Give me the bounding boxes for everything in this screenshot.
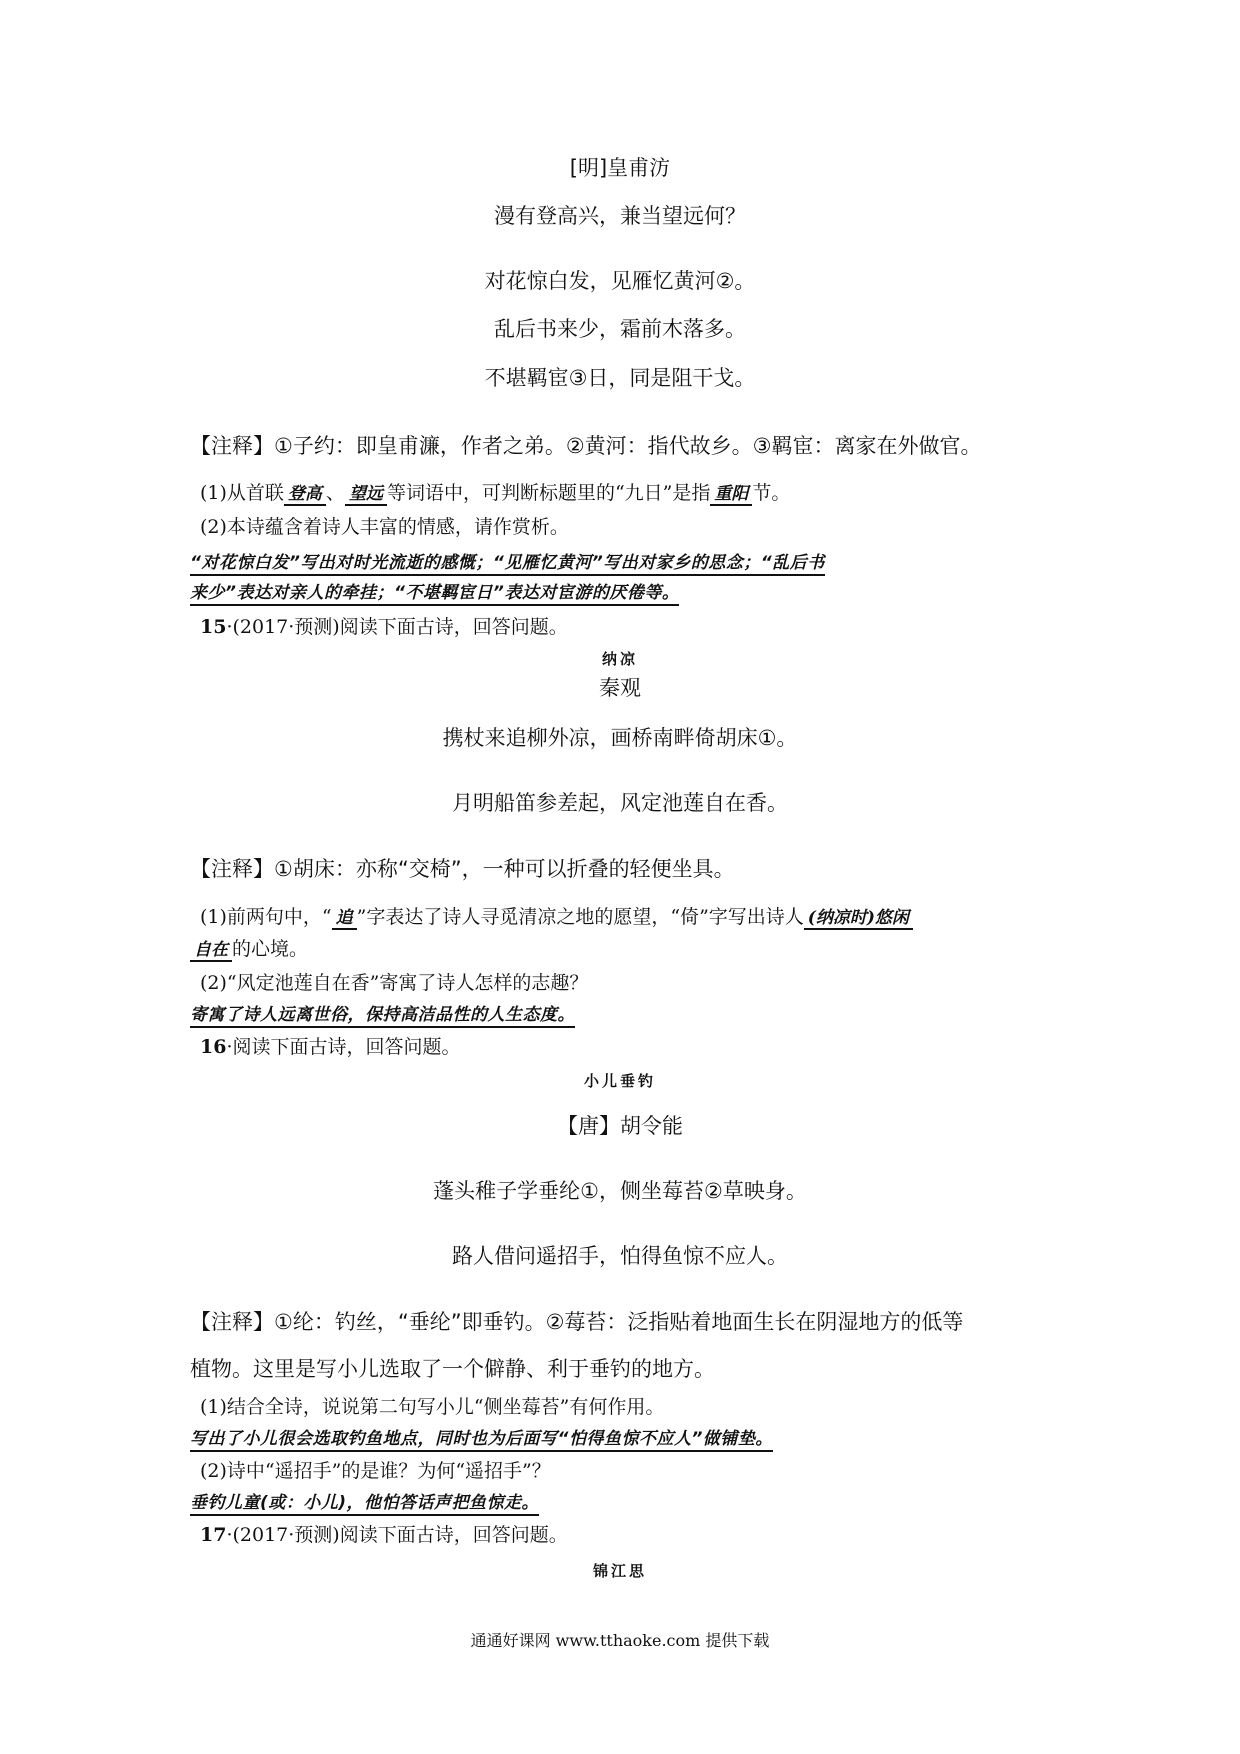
poem1-line-4: 不堪羁宦③日，同是阻干戈。 [484, 366, 756, 390]
q16-intro: 16·阅读下面古诗，回答问题。 [200, 1036, 461, 1058]
q15-note: 【注释】①胡床：亦称“交椅”，一种可以折叠的轻便坐具。 [190, 857, 735, 881]
q15-poem-title: 纳凉 [601, 650, 638, 668]
q15-poem-author: 秦观 [599, 676, 641, 700]
q16-note-line-1: 【注释】①纶：钓丝，“垂纶”即垂钓。②莓苔：泛指贴着地面生长在阴湿地方的低等 [190, 1310, 964, 1334]
poem1-answer-2-line-1: “对花惊白发”写出对时光流逝的感慨；“见雁忆黄河”写出对家乡的思念；“乱后书 [190, 548, 825, 573]
page-footer: 通通好课网 www.tthaoke.com 提供下载 [470, 1631, 770, 1650]
answer-blank: 登高 [284, 484, 326, 506]
poem1-line-1: 漫有登高兴，兼当望远何？ [494, 204, 746, 228]
q16-poem-line-2: 路人借问遥招手，怕得鱼惊不应人。 [452, 1244, 788, 1268]
poem1-author: [明]皇甫汸 [569, 156, 671, 180]
q15-poem-line-2: 月明船笛参差起，风定池莲自在香。 [452, 791, 788, 815]
q16-question-2: (2)诗中“遥招手”的是谁？为何“遥招手”？ [200, 1460, 551, 1482]
q16-answer-2: 垂钓儿童(或：小儿)，他怕答话声把鱼惊走。 [190, 1488, 539, 1513]
q15-question-1: (1)前两句中，“ 追 ”字表达了诗人寻觅清凉之地的愿望，“倚”字写出诗人 (纳凉时)悠闲 [200, 902, 913, 929]
poem1-line-2: 对花惊白发，见雁忆黄河②。 [484, 269, 756, 293]
q15-intro: 15·(2017·预测)阅读下面古诗，回答问题。 [200, 616, 568, 638]
answer-blank: 自在 [190, 940, 232, 962]
q16-poem-author: 【唐】胡令能 [557, 1114, 683, 1138]
q17-intro: 17·(2017·预测)阅读下面古诗，回答问题。 [200, 1524, 568, 1546]
answer-blank: 重阳 [710, 484, 752, 506]
q15-poem-line-1: 携杖来追柳外凉，画桥南畔倚胡床①。 [442, 726, 798, 750]
q15-question-2: (2)“风定池莲自在香”寄寓了诗人怎样的志趣？ [200, 972, 589, 994]
poem1-line-3: 乱后书来少，霜前木落多。 [494, 317, 746, 341]
q17-poem-title: 锦江思 [592, 1562, 647, 1580]
poem1-note: 【注释】①子约：即皇甫濂，作者之弟。②黄河：指代故乡。③羁宦：离家在外做官。 [190, 434, 982, 458]
q15-question-1-cont: 自在 的心境。 [190, 934, 308, 961]
poem1-question-2: (2)本诗蕴含着诗人丰富的情感，请作赏析。 [200, 516, 569, 538]
answer-blank: (纳凉时)悠闲 [804, 908, 913, 930]
q16-question-1: (1)结合全诗，说说第二句写小儿“侧坐莓苔”有何作用。 [200, 1396, 665, 1418]
q15-answer-2: 寄寓了诗人远离世俗，保持高洁品性的人生态度。 [190, 1000, 575, 1025]
q16-poem-line-1: 蓬头稚子学垂纶①，侧坐莓苔②草映身。 [433, 1179, 807, 1203]
q16-note-line-2: 植物。这里是写小儿选取了一个僻静、利于垂钓的地方。 [190, 1357, 715, 1381]
answer-blank: 望远 [345, 484, 387, 506]
answer-blank: 追 [332, 908, 357, 930]
poem1-answer-2-line-2: 来少”表达对亲人的牵挂；“不堪羁宦日”表达对宦游的厌倦等。 [190, 578, 679, 603]
q16-poem-title: 小儿垂钓 [583, 1072, 656, 1090]
poem1-question-1: (1)从首联 登高 、 望远 等词语中，可判断标题里的“九日”是指 重阳 节。 [200, 482, 791, 504]
q16-answer-1: 写出了小儿很会选取钓鱼地点，同时也为后面写“怕得鱼惊不应人”做铺垫。 [190, 1424, 773, 1449]
